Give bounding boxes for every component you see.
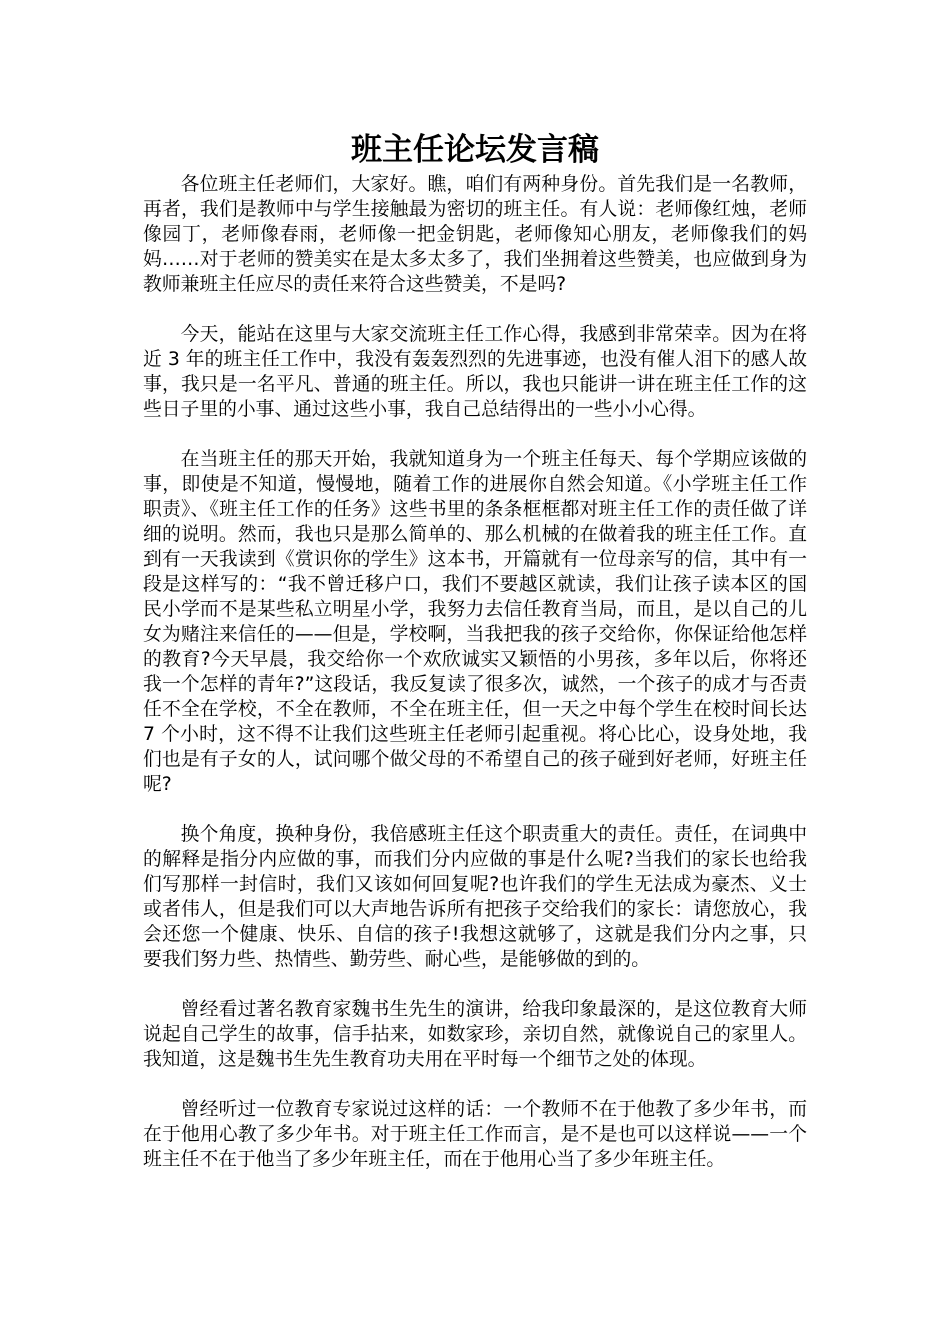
paragraph-greeting: 各位班主任老师们，大家好。瞧，咱们有两种身份。首先我们是一名教师，再者，我们是教师中与学生接触最为密切的班主任。有人说：老师像红烛，老师像园丁，老师像春雨，老师像一把金钥匙，老师像知心朋友，老师像我们的妈妈……对于老师的赞美实在是太多太多了，我们坐拥着这些赞美，也应做到身为教师兼班主任应尽的责任来符合这些赞美，不是吗?	[143, 174, 807, 295]
paragraph-wei-shusheng: 曾经看过著名教育家魏书生先生的演讲，给我印象最深的，是这位教育大师说起自己学生的故事，信手拈来，如数家珍，亲切自然，就像说自己的家里人。我知道，这是魏书生先生教育功夫用在平时每一个细节之处的体现。	[143, 999, 807, 1070]
paragraph-responsibility: 换个角度，换种身份，我倍感班主任这个职责重大的责任。责任，在词典中的解释是指分内应做的事，而我们分内应做的事是什么呢?当我们的家长也给我们写那样一封信时，我们又该如何回复呢?也许我们的学生无法成为豪杰、义士或者伟人，但是我们可以大声地告诉所有把孩子交给我们的家长：请您放心，我会还您一个健康、快乐、自信的孩子!我想这就够了，这就是我们分内之事，只要我们努力些、热情些、勤劳些、耐心些，是能够做的到的。	[143, 824, 807, 970]
paragraph-introduction: 今天，能站在这里与大家交流班主任工作心得，我感到非常荣幸。因为在将近 3 年的班主任工作中，我没有轰轰烈烈的先进事迹，也没有催人泪下的感人故事，我只是一名平凡、普通的班主任。所以，我也只能讲一讲在班主任工作的这些日子里的小事、通过这些小事，我自己总结得出的一些小小心得。	[143, 324, 807, 420]
document-title: 班主任论坛发言稿	[351, 132, 599, 168]
paragraph-conclusion: 曾经听过一位教育专家说过这样的话：一个教师不在于他教了多少年书，而在于他用心教了多少年书。对于班主任工作而言，是不是也可以这样说——一个班主任不在于他当了多少年班主任，而在于他用心当了多少年班主任。	[143, 1099, 807, 1170]
paragraph-reading-story: 在当班主任的那天开始，我就知道身为一个班主任每天、每个学期应该做的事，即使是不知道，慢慢地，随着工作的进展你自然会知道。《小学班主任工作职责》、《班主任工作的任务》这些书里的条条框框都对班主任工作的责任做了详细的说明。然而，我也只是那么简单的、那么机械的在做着我的班主任工作。直到有一天我读到《赏识你的学生》这本书，开篇就有一位母亲写的信，其中有一段是这样写的：“我不曾迁移户口，我们不要越区就读，我们让孩子读本区的国民小学而不是某些私立明星小学，我努力去信任教育当局，而且，是以自己的儿女为赌注来信任的——但是，学校啊，当我把我的孩子交给你，你保证给他怎样的教育?今天早晨，我交给你一个欢欣诚实又颖悟的小男孩，多年以后，你将还我一个怎样的青年?”这段话，我反复读了很多次，诚然，一个孩子的成才与否责任不全在学校，不全在教师，不全在班主任，但一天之中每个学生在校时间长达 7 个小时，这不得不让我们这些班主任老师引起重视。将心比心，设身处地，我们也是有子女的人，试问哪个做父母的不希望自己的孩子碰到好老师，好班主任呢?	[143, 449, 807, 795]
document-body	[143, 128, 807, 1197]
